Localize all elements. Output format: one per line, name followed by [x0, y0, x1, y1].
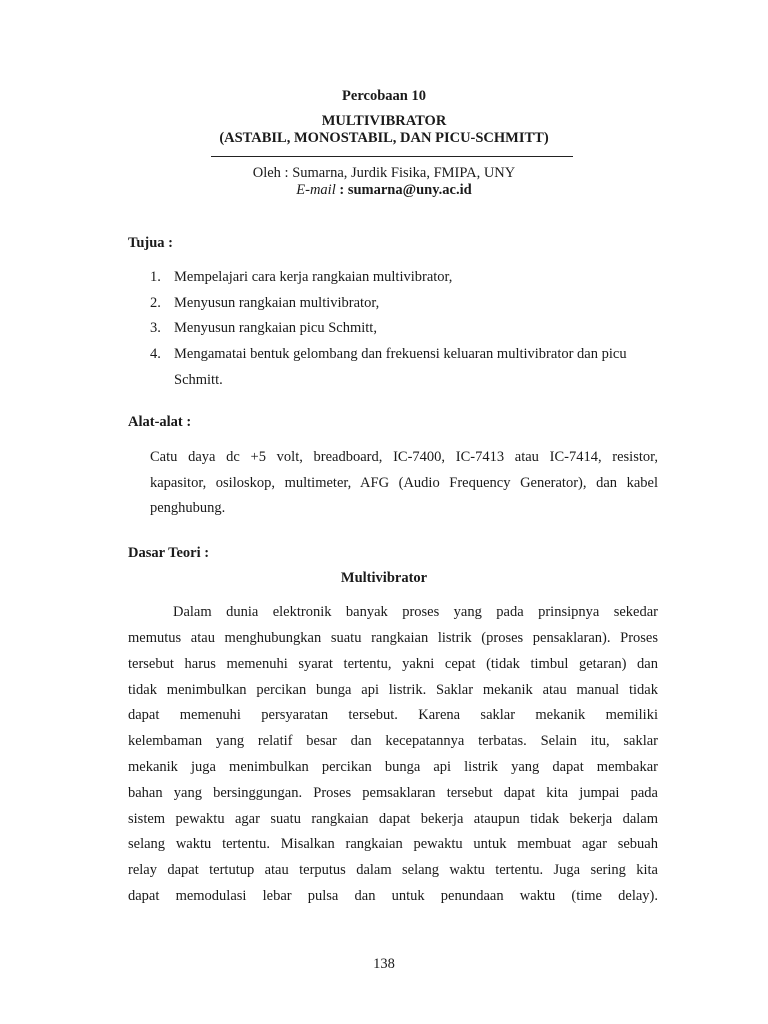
paragraph-line: bahan yang bersinggungan. Proses pemsaklaran tersebut dapat kita jumpai pada [128, 785, 658, 801]
email-separator: : [335, 182, 348, 198]
paragraph-line: memutus atau menghubungkan suatu rangkaian listrik (proses pensaklaran). Proses [128, 630, 658, 646]
author-line: Oleh : Sumarna, Jurdik Fisika, FMIPA, UNY [252, 165, 516, 181]
section-heading-alat: Alat-alat : [128, 414, 192, 430]
email-line [0, 182, 768, 199]
subsection-heading: Multivibrator [340, 570, 428, 586]
paragraph-line: Dalam dunia elektronik banyak proses yang pada prinsipnya sekedar [173, 604, 658, 620]
section-heading-tujuan: Tujua : [128, 235, 174, 251]
paragraph-line: relay dapat tertutup atau terputus dalam selang waktu tertentu. Juga sering kita [128, 862, 658, 878]
paragraph-line: dapat memenuhi persyaratan tersebut. Karena saklar mekanik memiliki [128, 707, 658, 723]
list-item [150, 346, 627, 363]
list-number: 1. [150, 269, 161, 285]
list-number: 2. [150, 295, 161, 311]
paragraph-line: sistem pewaktu agar suatu rangkaian dapat bekerja ataupun tidak bekerja dalam [128, 811, 658, 827]
paragraph-line: kelembaman yang relatif besar dan kecepatannya terbatas. Selain itu, saklar [128, 733, 658, 749]
list-number: 4. [150, 346, 161, 362]
paragraph-line: tidak menimbulkan percikan bunga api listrik. Saklar mekanik atau manual tidak [128, 682, 658, 698]
title-divider [211, 156, 573, 157]
section-heading-dasar-teori: Dasar Teori : [128, 545, 210, 561]
document-subtitle: (ASTABIL, MONOSTABIL, DAN PICU-SCHMITT) [219, 130, 549, 146]
list-item [150, 295, 379, 312]
paragraph-line: mekanik juga menimbulkan percikan bunga api listrik yang dapat membakar [128, 759, 658, 775]
list-item [150, 269, 452, 286]
paragraph-line: selang waktu tertentu. Misalkan rangkaian pewaktu untuk membuat agar sebuah [128, 836, 658, 852]
paragraph-line: penghubung. [150, 500, 226, 516]
paragraph-line: kapasitor, osiloskop, multimeter, AFG (Audio Frequency Generator), dan kabel [150, 475, 658, 491]
list-number: 3. [150, 320, 161, 336]
list-item [150, 320, 377, 337]
list-item-continuation: Schmitt. [174, 372, 223, 388]
email-label: E-mail [296, 182, 336, 198]
experiment-label: Percobaan 10 [342, 88, 426, 104]
list-text: Mempelajari cara kerja rangkaian multivibrator, [174, 269, 453, 285]
list-text: Mengamatai bentuk gelombang dan frekuensi keluaran multivibrator dan picu [174, 346, 627, 362]
paragraph-line: Catu daya dc +5 volt, breadboard, IC-7400, IC-7413 atau IC-7414, resistor, [150, 449, 658, 465]
list-text: Menyusun rangkaian multivibrator, [174, 295, 380, 311]
email-address[interactable]: sumarna@uny.ac.id [347, 182, 472, 198]
paragraph-line: dapat memodulasi lebar pulsa dan untuk penundaan waktu (time delay). [128, 888, 658, 904]
list-text: Menyusun rangkaian picu Schmitt, [174, 320, 377, 336]
paragraph-line: tersebut harus memenuhi syarat tertentu, yakni cepat (tidak timbul getaran) dan [128, 656, 658, 672]
document-title: MULTIVIBRATOR [321, 113, 447, 129]
page-number: 138 [373, 956, 395, 972]
